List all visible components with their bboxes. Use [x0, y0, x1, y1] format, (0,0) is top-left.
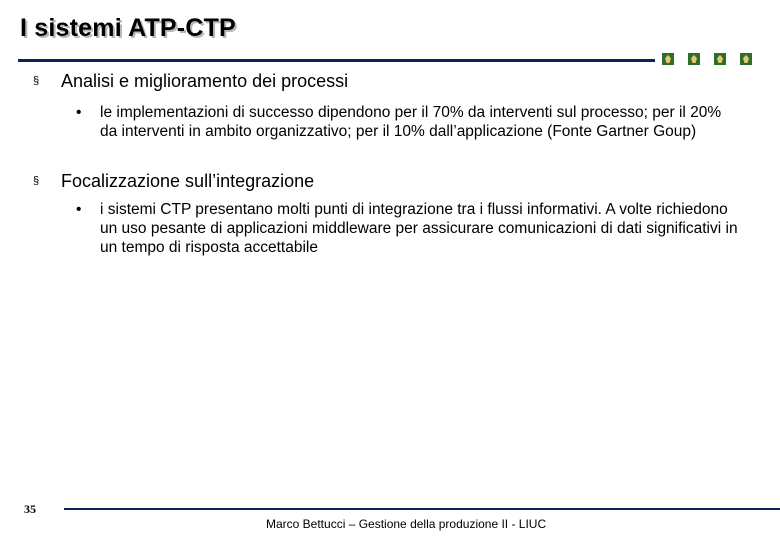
page-number: 35 — [24, 502, 36, 516]
footer-text: Marco Bettucci – Gestione della produzione II - LIUC — [266, 517, 547, 531]
ornament-icon — [688, 53, 700, 65]
section-heading — [33, 71, 348, 92]
bullet-text: le implementazioni di successo dipendono per il 70% da interventi sul processo; per il 20% da interventi in ambito organizzativo; per il 10% dall’applicazione (Fonte Gartner Goup) — [100, 104, 722, 140]
ornament-strip — [662, 53, 752, 65]
section-heading — [33, 171, 314, 192]
title-divider — [18, 59, 655, 62]
square-bullet-icon: § — [33, 75, 40, 87]
section-heading-text: Focalizzazione sull’integrazione — [61, 171, 315, 191]
dot-bullet-icon: • — [76, 104, 82, 121]
dot-bullet-icon: • — [76, 201, 82, 218]
bullet-item — [76, 103, 740, 141]
slide-title: I sistemi ATP-CTP — [20, 14, 236, 42]
bullet-text: i sistemi CTP presentano molti punti di integrazione tra i flussi informativi. A volte richiedono un uso pesante di applicazioni middleware per assicurare comunicazioni di dati significativi in un tempo di risposta accettabile — [100, 201, 738, 256]
footer-divider — [64, 508, 780, 510]
square-bullet-icon: § — [33, 175, 40, 187]
section-heading-text: Analisi e miglioramento dei processi — [61, 71, 349, 91]
ornament-icon — [740, 53, 752, 65]
ornament-icon — [662, 53, 674, 65]
ornament-icon — [714, 53, 726, 65]
bullet-item — [76, 200, 740, 257]
